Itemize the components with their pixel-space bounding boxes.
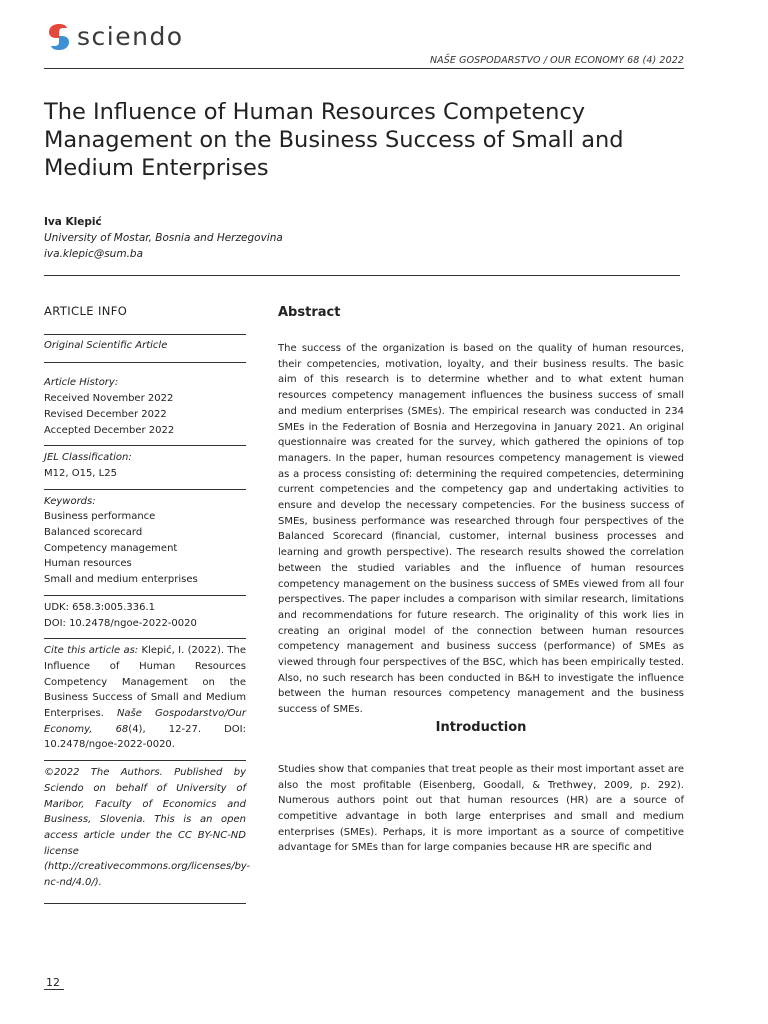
received-date: Received November 2022 xyxy=(44,393,174,405)
author-name: Iva Klepić xyxy=(44,216,102,228)
header-rule xyxy=(44,68,684,69)
keywords-label: Keywords: xyxy=(44,495,96,507)
citation-block xyxy=(44,639,246,761)
abstract-heading: Abstract xyxy=(278,305,341,320)
article-type-block xyxy=(44,335,246,364)
article-type: Original Scientific Article xyxy=(44,339,168,351)
keyword-item: Balanced scorecard xyxy=(44,527,143,539)
main-column xyxy=(278,303,684,856)
accepted-date: Accepted December 2022 xyxy=(44,424,175,436)
revised-date: Revised December 2022 xyxy=(44,408,167,420)
license-block xyxy=(44,761,251,904)
doi[interactable]: DOI: 10.2478/ngoe-2022-0020 xyxy=(44,617,197,629)
keyword-item: Business performance xyxy=(44,511,156,523)
history-block xyxy=(44,363,246,446)
introduction-text: Studies show that companies that treat people as their most important asset are also the most profitable (Eisenberg, Goodall, & Trethwey, 2009, p. 292). Numerous authors point out that human resources (HR) are a source of competitive advantage in both large enterprises and small and medium enterprises (SMEs). Perhaps, it is more important as a source of competitive advantage for SMEs than for large companies because HR are specific and xyxy=(278,763,684,854)
sciendo-logo-icon xyxy=(48,23,70,51)
cite-journal: Naše Gospodarstvo/Our Economy, 68 xyxy=(44,708,246,735)
license-text: ©2022 The Authors. Published by Sciendo on behalf of University of Maribor, Faculty of Economics and Business, Slovenia. This is an open access article under the CC BY-NC-ND license (http://creativecommons.org/licenses/by-nc-nd/4.0/). xyxy=(44,767,251,889)
author-rule xyxy=(44,275,680,276)
paper-title: The Influence of Human Resources Competency Management on the Business Success of Small and Medium Enterprises xyxy=(44,99,624,181)
identifiers-block xyxy=(44,596,246,639)
history-label: Article History: xyxy=(44,377,119,389)
keyword-item: Competency management xyxy=(44,542,178,554)
jel-codes: M12, O15, L25 xyxy=(44,467,117,479)
cite-text: Klepić, I. (2022). The Influence of Human Resources Competency Management on the Business Success of Small and Medium Enterprises. xyxy=(44,645,246,720)
author-affiliation: University of Mostar, Bosnia and Herzegovina xyxy=(44,232,283,244)
keyword-item: Human resources xyxy=(44,558,132,570)
sciendo-logo xyxy=(48,22,184,51)
article-info-sidebar xyxy=(44,300,251,904)
journal-header: NAŠE GOSPODARSTVO / OUR ECONOMY 68 (4) 2022 xyxy=(429,55,684,66)
jel-label: JEL Classification: xyxy=(44,452,132,464)
author-block xyxy=(44,214,283,262)
introduction-heading: Introduction xyxy=(435,719,527,735)
article-info-heading: ARTICLE INFO xyxy=(44,300,246,335)
abstract-text: The success of the organization is based on the quality of human resources, their competencies, motivation, loyalty, and their business results. The basic aim of this research is to determine whether and to what extent human resources competency management influences the business success of small and medium enterprises (SMEs). The empirical research was conducted in 234 SMEs in the Federation of Bosnia and Herzegovina in January 2021. An original questionnaire was created for the survey, which gathered the opinions of top managers. In the paper, human resources competency management is viewed as a process consisting of: determining the required competencies, determining current competencies and the competency gap and undertaking activities to ensure and develop the necessary competencies. For the business success of SMEs, business performance was researched through four perspectives of the Balanced Scorecard (financial, customer, internal business processes and learning and growth perspective). The research results showed the correlation between the studied variables and the influence of human resources competency management on the business success of SMEs viewed from all four perspectives. The paper includes a comparison with similar research, limitations and recommendations for future research. The originality of this work lies in creating an original model of the connection between human resources competency management and business success (performance) of SMEs as viewed through four perspectives of the BSC, which has been empirically tested. Also, no such research has been conducted in B&H to investigate the influence between the human resources competency management and the business success of SMEs. xyxy=(278,343,684,716)
keywords-block xyxy=(44,490,246,596)
keyword-item: Small and medium enterprises xyxy=(44,574,198,586)
author-email[interactable]: iva.klepic@sum.ba xyxy=(44,248,144,260)
jel-block xyxy=(44,446,246,489)
udk: UDK: 658.3:005.336.1 xyxy=(44,601,156,613)
cite-label: Cite this article as: xyxy=(44,645,139,657)
page-number: 12 xyxy=(44,976,64,990)
logo-text: sciendo xyxy=(77,22,184,51)
cite-text-end: (4), 12-27. DOI: 10.2478/ngoe-2022-0020. xyxy=(44,723,246,751)
